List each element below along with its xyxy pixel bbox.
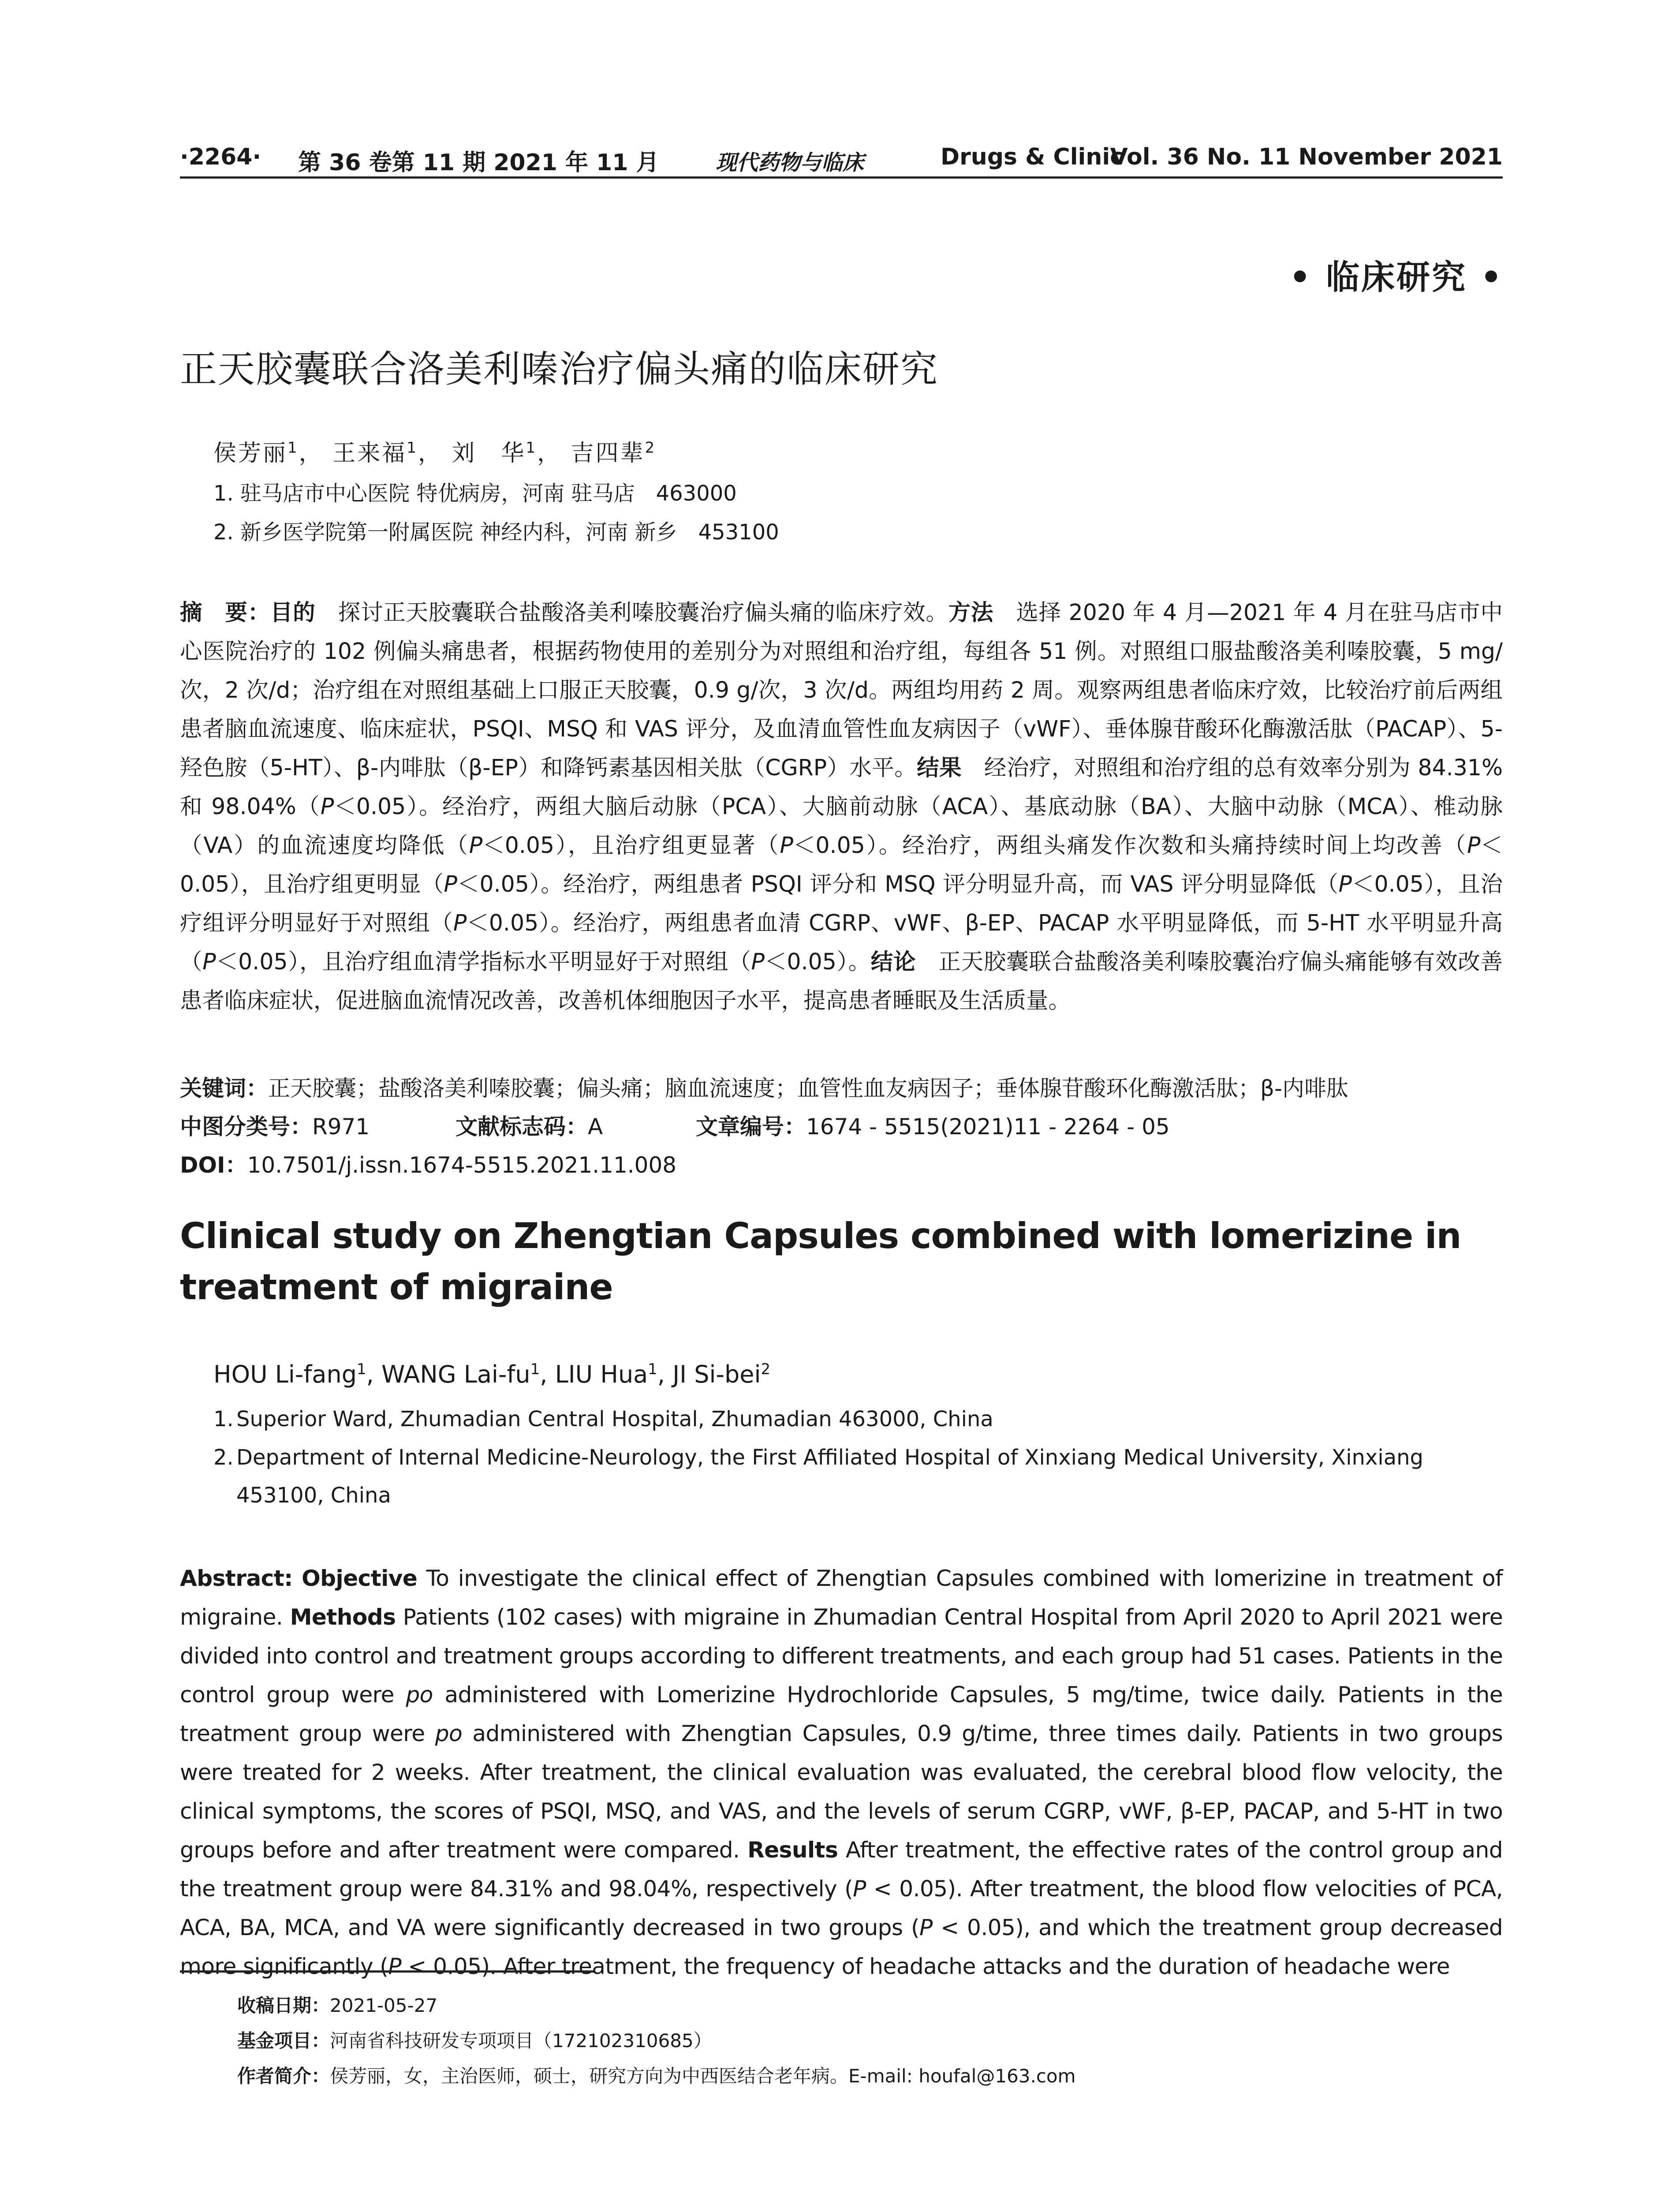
footnote-label: 收稿日期： [237, 1995, 330, 2016]
author-name: 吉四辈 [571, 440, 645, 467]
p-symbol: P [469, 832, 483, 858]
footnote-text: 2021-05-27 [330, 1995, 438, 2016]
conclusion-text: 正天胶囊联合盐酸洛美利嗪胶囊治疗偏头痛能够有效改善患者临床症状，促进脑血流情况改善，改善机体细胞因子水平，提高患者睡眠及生活质量。 [180, 949, 1503, 1013]
methods-text: administered with Lomerizine Hydrochloride Capsules, 5 mg/time, twice daily. Patients in the treatment group were [180, 1682, 1503, 1746]
author-affil-mark: 1 [530, 1360, 540, 1378]
objective-label: Objective [302, 1565, 418, 1591]
results-text: 经治疗，对照组和治疗组的总有效率分别为 84.31%和 98.04%（ [180, 755, 1503, 819]
doi-value: 10.7501/j.issn.1674-5515.2021.11.008 [247, 1152, 677, 1178]
chinese-authors: 侯芳丽$^1$， 王来福$^1$， 刘 华$^1$， 吉四辈$^2$ [213, 439, 657, 467]
results-text: ＜0.05），且治疗组更显著（ [482, 832, 780, 858]
results-text: After treatment, the effective rates of the control group and the treatment group were 84.31% and 98.04%, respectively ( [180, 1837, 1503, 1902]
english-title: Clinical study on Zhengtian Capsules combined with lomerizine in treatment of migraine [180, 1215, 1461, 1308]
po-abbrev: po [406, 1682, 433, 1708]
footnote-label: 基金项目： [237, 2030, 330, 2052]
results-text: ＜0.05）。经治疗，两组患者血清 CGRP、vWF、β-EP、PACAP 水平明显降低，而 5-HT 水平明显升高（ [180, 910, 1503, 975]
p-symbol: P [453, 910, 467, 936]
doi-line [180, 1147, 676, 1179]
footnote-text: 河南省科技研发专项项目（172102310685） [330, 2030, 712, 2052]
methods-text: administered with Zhengtian Capsules, 0.9 g/time, three times daily. Patients in two groups were treated for 2 weeks. After treatment, the clinical evaluation was evaluated, the cerebral blood flow velocity, the clinical symptoms, the scores of PSQI, MSQ, and VAS, and the levels of serum CGRP, vWF, β-EP, PACAP, and 5-HT in two groups before and after treatment were compared. [180, 1720, 1503, 1863]
author-affil-mark: 1 [648, 1360, 657, 1378]
author-name: HOU Li-fang [213, 1360, 357, 1388]
abstract-label: 摘 要： [180, 599, 271, 625]
methods-text: 选择 2020 年 4 月—2021 年 4 月在驻马店市中心医院治疗的 102 例偏头痛患者，根据药物使用的差别分为对照组和治疗组，每组各 51 例。对照组口服盐酸洛美利嗪胶囊，5 mg/次，2 次/d；治疗组在对照组基础上口服正天胶囊，0.9 g/次，3 次/d。两组均用药 2 周。观察两组患者临床疗效，比较治疗前后两组患者脑血流速度、临床症状，PSQI、MSQ 和 VAS 评分，及血清血管性血友病因子（vWF）、垂体腺苷酸环化酶激活肽（PACAP）、5-羟色胺（5-HT）、β-内啡肽（β-EP）和降钙素基因相关肽（CGRP）水平。 [180, 599, 1503, 781]
classification-line [180, 1109, 1170, 1141]
article-number [696, 1109, 1170, 1141]
author-name: JI Si-bei [672, 1360, 761, 1388]
doc-code [455, 1109, 603, 1141]
results-text: ＜0.05）。经治疗，两组大脑后动脉（PCA）、大脑前动脉（ACA）、基底动脉（BA）、大脑中动脉（MCA）、椎动脉（VA）的血流速度均降低（ [180, 793, 1503, 858]
p-symbol: P [444, 871, 457, 897]
objective-text: To investigate the clinical effect of Zhengtian Capsules combined with lomerizine in treatment of migraine. [180, 1565, 1503, 1630]
doc-code-label: 文献标志码： [455, 1114, 588, 1140]
affiliation-text: Superior Ward, Zhumadian Central Hospital, Zhumadian 463000, China [236, 1407, 993, 1431]
english-abstract [180, 1559, 1503, 1986]
journal-name-en: Drugs & Clinic [941, 144, 1124, 170]
author-name: WANG Lai-fu [381, 1360, 530, 1388]
keywords-line [180, 1071, 1348, 1102]
author-name: 刘 华 [452, 440, 526, 467]
chinese-affiliation-2: 2. 新乡医学院第一附属医院 神经内科，河南 新乡 453100 [213, 520, 779, 545]
affiliation-number: 2. [213, 1445, 234, 1470]
results-text: ＜0.05），且治疗组血清学指标水平明显好于对照组（ [216, 949, 751, 975]
chinese-title: 正天胶囊联合洛美利嗪治疗偏头痛的临床研究 [180, 348, 939, 391]
article-number-label: 文章编号： [696, 1114, 806, 1140]
received-date [237, 1991, 437, 2018]
issue-cn: 第 36 卷第 11 期 2021 年 11 月 [298, 149, 659, 176]
article-number-value: 1674 - 5515(2021)11 - 2264 - 05 [806, 1114, 1170, 1140]
results-text: ＜0.05），且治疗组更明显（ [180, 832, 1503, 897]
p-symbol: P [1467, 832, 1481, 858]
author-affil-mark: 1 [526, 439, 538, 457]
objective-label: 目的 [270, 599, 316, 625]
methods-label: Methods [290, 1604, 396, 1630]
abstract-label: Abstract: [180, 1565, 293, 1591]
results-text: < 0.05). After treatment, the frequency of headache attacks and the duration of headache were [401, 1953, 1450, 1979]
author-affil-mark: 1 [407, 439, 418, 457]
author-affil-mark: 1 [287, 439, 299, 457]
clc-value: R971 [312, 1114, 370, 1140]
methods-text: Patients (102 cases) with migraine in Zhumadian Central Hospital from April 2020 to April 2021 were divided into control and treatment groups according to different treatments, and each group had 51 cases. Patients in the control group were [180, 1604, 1503, 1708]
keywords-text: 正天胶囊；盐酸洛美利嗪胶囊；偏头痛；脑血流速度；血管性血友病因子；垂体腺苷酸环化酶激活肽；β-内啡肽 [268, 1076, 1348, 1101]
author-affil-mark: 2 [645, 439, 657, 457]
footnote-label: 作者简介： [237, 2065, 330, 2087]
affiliation-text: Department of Internal Medicine-Neurology, the First Affiliated Hospital of Xinxiang Medical University, Xinxiang 453100, China [236, 1445, 1424, 1508]
results-text: < 0.05), and which the treatment group decreased more significantly ( [180, 1914, 1503, 1979]
p-symbol: P [320, 793, 334, 819]
results-text: < 0.05). After treatment, the blood flow velocities of PCA, ACA, BA, MCA, and VA were significantly decreased in two groups ( [180, 1876, 1503, 1940]
conclusion-label: 结论 [870, 949, 916, 975]
affiliation-number: 1. [213, 1407, 234, 1431]
english-authors: HOU Li-fang$^1$, WANG Lai-$fu^1$, LIU Hua$^1$, JI Si-bei$^2$ [213, 1360, 771, 1388]
results-text: ＜0.05）。经治疗，两组头痛发作次数和头痛持续时间上均改善（ [793, 832, 1467, 858]
author-affil-mark: 2 [761, 1360, 771, 1378]
keywords-label: 关键词： [180, 1076, 268, 1101]
objective-text: 探讨正天胶囊联合盐酸洛美利嗪胶囊治疗偏头痛的临床疗效。 [315, 599, 948, 625]
author-name: 侯芳丽 [213, 440, 288, 467]
results-text: ＜0.05）。经治疗，两组患者 PSQI 评分和 MSQ 评分明显升高，而 VAS 评分明显降低（ [457, 871, 1339, 897]
p-symbol: P [751, 949, 765, 975]
english-affiliation-1 [213, 1400, 1503, 1438]
p-symbol: P [780, 832, 793, 858]
footnote-divider [180, 1970, 594, 1973]
running-header [180, 140, 1503, 179]
funding [237, 2026, 712, 2053]
doc-code-value: A [588, 1114, 603, 1140]
clc-label: 中图分类号： [180, 1114, 312, 1140]
issue-en: Vol. 36 No. 11 November 2021 [1110, 144, 1503, 170]
p-symbol: P [202, 949, 216, 975]
author-affil-mark: 1 [356, 1360, 366, 1378]
p-symbol: P [919, 1914, 933, 1940]
p-symbol: P [853, 1876, 866, 1902]
footnote-text: 侯芳丽，女，主治医师，硕士，研究方向为中西医结合老年病。E-mail: houfal@163.com [330, 2065, 1076, 2087]
page-number: ·2264· [180, 144, 261, 170]
section-tag: • 临床研究 • [1289, 258, 1504, 297]
methods-label: 方法 [948, 599, 994, 625]
results-text: ＜0.05），且治疗组评分明显好于对照组（ [180, 871, 1503, 936]
p-symbol: P [388, 1953, 401, 1979]
po-abbrev: po [435, 1720, 463, 1746]
p-symbol: P [1338, 871, 1352, 897]
author-name: 王来福 [332, 440, 407, 467]
english-affiliation-2 [213, 1439, 1503, 1514]
journal-name-cn: 现代药物与临床 [716, 150, 864, 175]
chinese-abstract [180, 593, 1503, 1020]
results-label: 结果 [917, 755, 962, 781]
results-label: Results [747, 1837, 838, 1863]
author-bio [237, 2062, 1076, 2088]
author-name: LIU Hua [555, 1360, 648, 1388]
doi-label: DOI： [180, 1152, 247, 1178]
chinese-affiliation-1: 1. 驻马店市中心医院 特优病房，河南 驻马店 463000 [213, 481, 737, 506]
results-text: ＜0.05）。 [764, 949, 871, 975]
